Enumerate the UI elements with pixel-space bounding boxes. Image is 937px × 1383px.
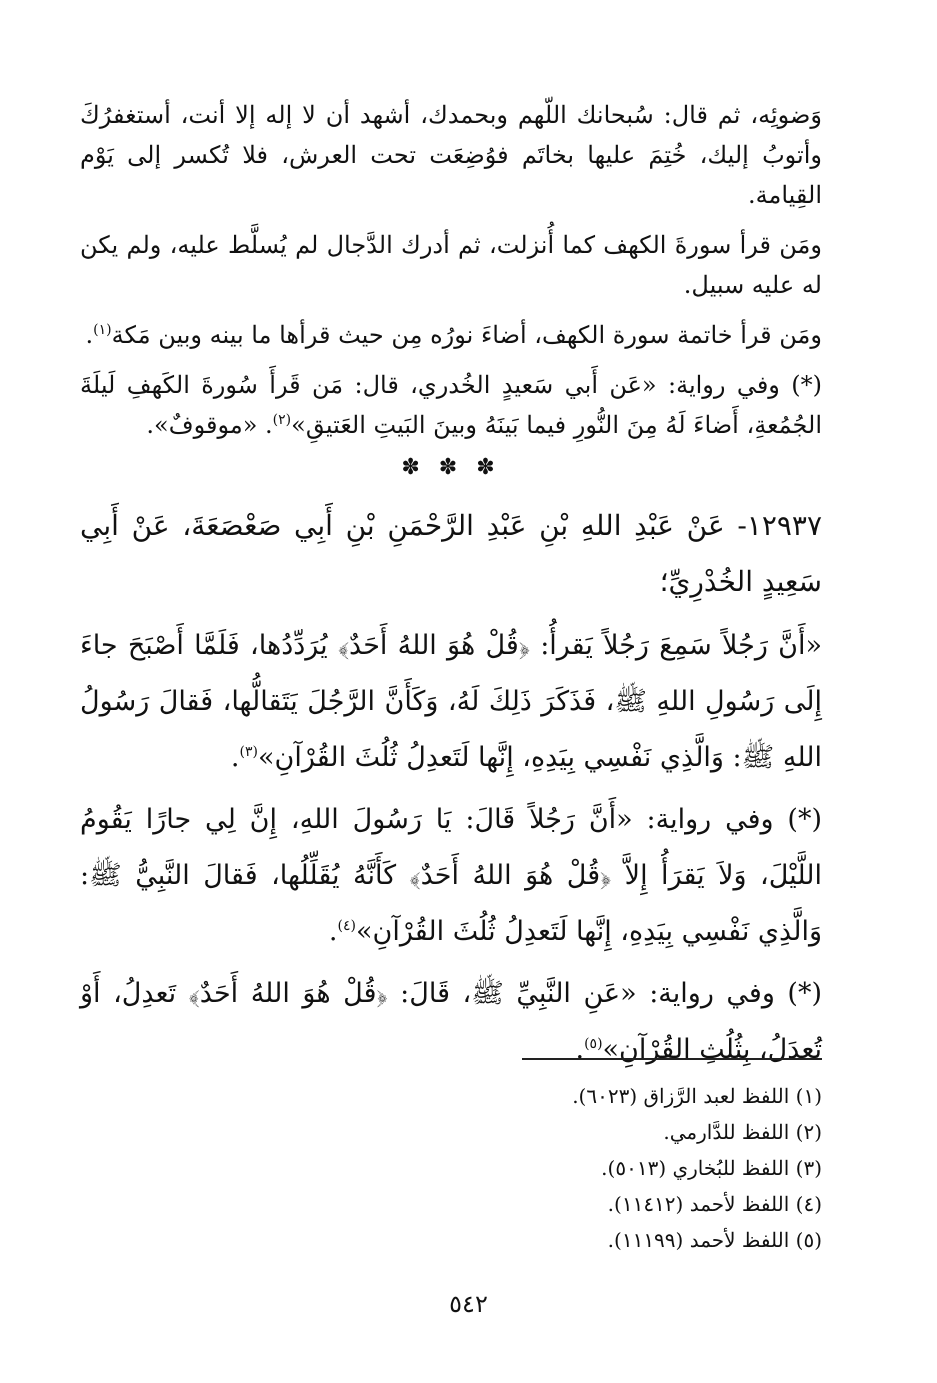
paragraph-tail: . bbox=[328, 916, 338, 947]
paragraph-text: وَضوئِه، ثم قال: سُبحانك اللّهم وبحمدك، أشهد أن لا إله إلا أنت، أستغفرُكَ وأتوبُ إليك، خُتِمَ عليها بخاتَم فوُضِعَت تحت العرش، فلا تُكسر إلى يَوْم القِيامة. bbox=[80, 101, 822, 209]
footnote: (٥) اللفظ لأحمد (١١١٩٩). bbox=[607, 1228, 822, 1252]
section-separator: ✽ ✽ ✽ bbox=[401, 455, 501, 480]
footnote-ref: (٥) bbox=[584, 1036, 603, 1052]
footnote-ref: (٣) bbox=[239, 744, 258, 760]
paragraph-tail: . bbox=[575, 1034, 585, 1065]
paragraph bbox=[80, 95, 822, 215]
footnote-ref: (٤) bbox=[337, 918, 356, 934]
paragraph-text: ومَن قرأ خاتمة سورة الكهف، أضاءَ نورُه مِن حيث قرأها ما بينه وبين مَكة bbox=[111, 321, 822, 349]
footnote-divider bbox=[522, 1058, 822, 1060]
paragraph-text: (*) وفي رواية: «عَنِ النَّبِيِّ ﷺ، قَالَ: ﴿قُلْ هُوَ اللهُ أَحَدٌ﴾ تَعدِلُ، أَوْ تُعدَلُ، بِثُلُثِ القُرْآنِ» bbox=[80, 978, 822, 1065]
footnote: (٤) اللفظ لأحمد (١١٤١٢). bbox=[607, 1192, 822, 1216]
paragraph bbox=[80, 365, 822, 445]
paragraph-text: (*) وفي رواية: «عَن أَبي سَعيدٍ الخُدري، قال: مَن قَرأَ سُورةَ الكَهفِ لَيلَةَ الجُمُعةِ، أَضاءَ لَهُ مِنَ النُّورِ فيما بَينَهُ وبينَ البَيتِ العَتيقِ» bbox=[80, 371, 822, 439]
hadith-paragraph bbox=[80, 618, 822, 786]
paragraph-text: «أَنَّ رَجُلاً سَمِعَ رَجُلاً يَقرأُ: ﴿قُلْ هُوَ اللهُ أَحَدٌ﴾ يُرَدِّدُها، فَلَمَّا أَصْبَحَ جاءَ إِلَى رَسُولِ اللهِ ﷺ، فَذَكَرَ ذَلِكَ لَهُ، وَكَأَنَّ الرَّجُلَ يَتَقالُّها، فَقالَ رَسُولُ اللهِ ﷺ: وَالَّذِي نَفْسِي بِيَدِهِ، إِنَّها لَتَعدِلُ ثُلُثَ القُرْآنِ» bbox=[80, 630, 822, 773]
page-body bbox=[80, 95, 822, 1084]
paragraph-text: ومَن قرأ سورةَ الكهف كما أُنزلت، ثم أدرك الدَّجال لم يُسلَّط عليه، ولم يكن له عليه سبيل. bbox=[80, 231, 822, 299]
footnote: (٢) اللفظ للدَّارمي. bbox=[663, 1120, 822, 1144]
footnotes bbox=[80, 1078, 822, 1258]
hadith-paragraph bbox=[80, 792, 822, 960]
footnote: (١) اللفظ لعبد الرَّزاق (٦٠٢٣). bbox=[572, 1084, 822, 1108]
paragraph-tail: . «موقوفٌ». bbox=[146, 411, 273, 439]
footnote-ref: (٢) bbox=[272, 412, 292, 428]
paragraph-text: (*) وفي رواية: «أَنَّ رَجُلاً قَالَ: يَا رَسُولَ اللهِ، إِنَّ لِي جارًا يَقُومُ اللَّيْلَ، وَلاَ يَقرَأُ إِلاَّ ﴿قُلْ هُوَ اللهُ أَحَدٌ﴾ كَأَنَّهُ يُقَلِّلُها، فَقالَ النَّبِيُّ ﷺ: وَالَّذِي نَفْسِي بِيَدِهِ، إِنَّها لَتَعدِلُ ثُلُثَ القُرْآنِ» bbox=[80, 804, 822, 947]
paragraph bbox=[80, 315, 822, 355]
paragraph bbox=[80, 225, 822, 305]
hadith-heading: ١٢٩٣٧- عَنْ عَبْدِ اللهِ بْنِ عَبْدِ الرَّحْمَنِ بْنِ أَبِي صَعْصَعَةَ، عَنْ أَبِي سَعِيدٍ الخُدْرِيِّ؛ bbox=[80, 509, 822, 598]
footnote: (٣) اللفظ للبُخاري (٥٠١٣). bbox=[601, 1156, 822, 1180]
hadith-paragraph bbox=[80, 966, 822, 1078]
paragraph-tail: . bbox=[85, 321, 94, 349]
paragraph-tail: . bbox=[230, 742, 240, 773]
page-number: ٥٤٢ bbox=[449, 1290, 488, 1318]
footnote-ref: (١) bbox=[93, 322, 112, 338]
